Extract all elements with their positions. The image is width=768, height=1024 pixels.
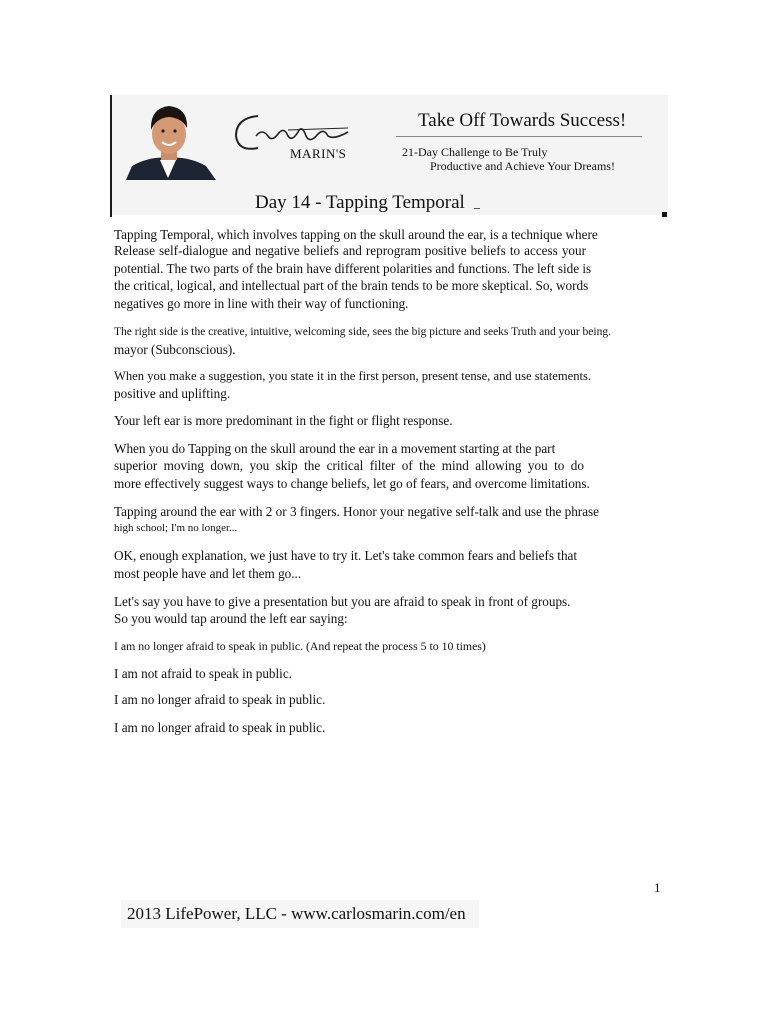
p2-line-1: The right side is the creative, intuitive, welcoming side, sees the big picture and seeks Truth and your being. (114, 326, 611, 338)
p8-line-1: Let's say you have to give a presentation but you are afraid to speak in front of groups. (114, 594, 571, 609)
corner-mark (662, 212, 667, 217)
presenter-photo (122, 100, 218, 180)
title-mark (474, 208, 480, 209)
p1-line-3: potential. The two parts of the brain have different polarities and functions. The left side is (114, 261, 592, 276)
p5-line-1: When you do Tapping on the skull around the ear in a movement starting at the part (114, 441, 556, 456)
p3-line-1: When you make a suggestion, you state it in the first person, present tense, and use statements. (114, 369, 592, 383)
page-title: Day 14 - Tapping Temporal (255, 192, 465, 213)
p7-line-1: OK, enough explanation, we just have to try it. Let's take common fears and beliefs that (114, 548, 578, 563)
p1-line-5: negatives go more in line with their way of functioning. (114, 296, 409, 311)
p6-line-2: high school; I'm no longer... (114, 522, 238, 534)
p6-line-1: Tapping around the ear with 2 or 3 fingers. Honor your negative self-talk and use the phrase (114, 504, 600, 519)
p4-line: Your left ear is more predominant in the fight or flight response. (114, 413, 453, 428)
statement-1: I am no longer afraid to speak in public. (And repeat the process 5 to 10 times) (114, 639, 486, 653)
p1-line-2: Release self-dialogue and negative beliefs and reprogram positive beliefs to access your (114, 243, 586, 258)
subtitle-line-2: Productive and Achieve Your Dreams! (430, 159, 615, 173)
p8-line-2: So you would tap around the left ear saying: (114, 611, 348, 626)
statement-2: I am not afraid to speak in public. (114, 666, 292, 681)
p5-line-3: more effectively suggest ways to change beliefs, let go of fears, and overcome limitations. (114, 476, 590, 491)
footer-copyright: 2013 LifePower, LLC - www.carlosmarin.com/en (121, 900, 479, 928)
p2-line-2: mayor (Subconscious). (114, 342, 236, 357)
statement-4: I am no longer afraid to speak in public. (114, 720, 326, 735)
tagline-divider (396, 136, 642, 137)
p5-line-2: superior moving down, you skip the critical filter of the mind allowing you to do (114, 458, 584, 473)
tagline: Take Off Towards Success! (418, 110, 627, 131)
logo-subtext: MARIN'S (290, 146, 347, 161)
p7-line-2: most people have and let them go... (114, 566, 302, 581)
p3-line-2: positive and uplifting. (114, 386, 231, 401)
header-left-rule (110, 95, 112, 217)
p1-line-4: the critical, logical, and intellectual part of the brain tends to be more skeptical. So, words (114, 278, 589, 293)
p1-line-1: Tapping Temporal, which involves tapping on the skull around the ear, is a technique where (114, 227, 598, 242)
statement-3: I am no longer afraid to speak in public. (114, 692, 326, 707)
subtitle-line-1: 21-Day Challenge to Be Truly (402, 145, 548, 159)
page-number: 1 (654, 880, 661, 895)
